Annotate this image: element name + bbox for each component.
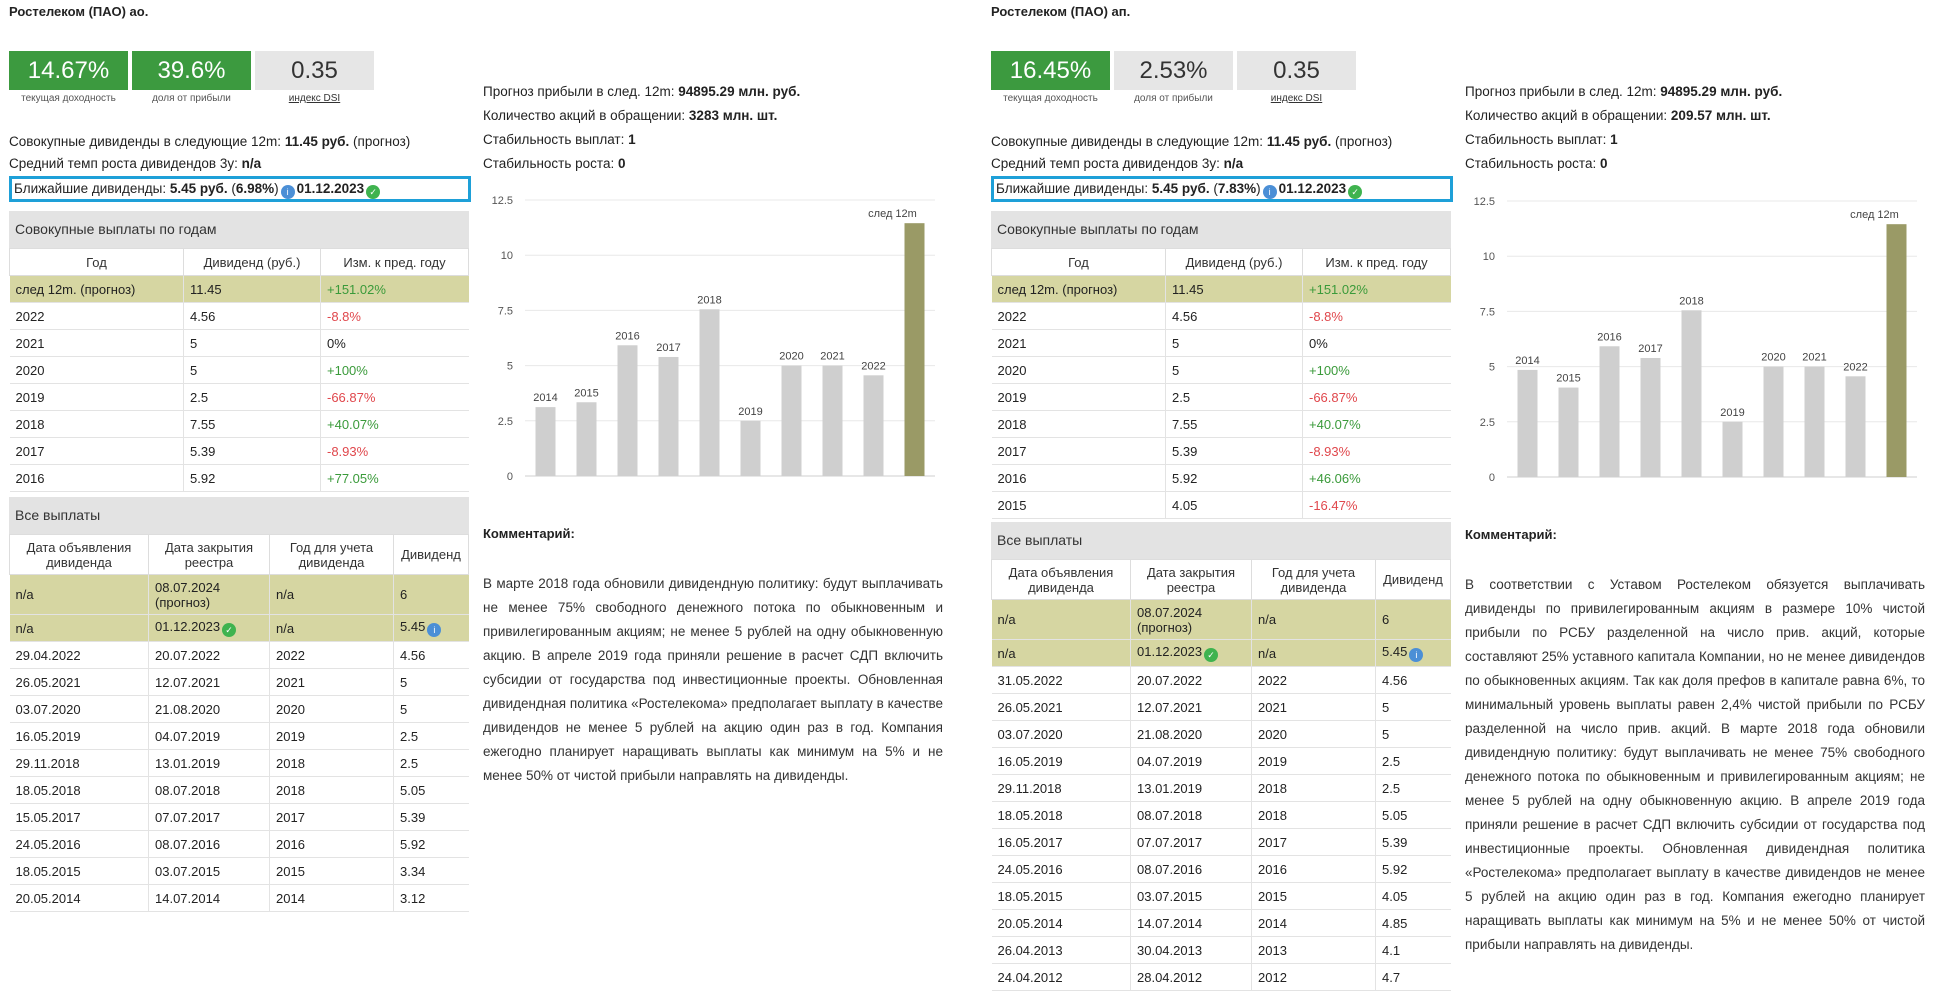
dividend-bar-chart [1465, 193, 1925, 483]
bar-label: 2019 [1720, 406, 1745, 419]
table-row: след 12m. (прогноз) 11.45 +151.02% [10, 276, 469, 303]
all-payments-table: Дата объявления дивиденда Дата закрытия реестра Год для учета дивиденда Дивиденд n/a 08.07.2024 (прогноз) n/a 6 n/a 01.12.2023 ✓ n/a 5.45 i 29.04.2022 20.07.2022 2022 4.56 26.05.2021 12.07.2021 2021 5 03.07.2020 21.08.2020 2020 5 16.05.2019 04.07.2019 2019 2.5 29.11.2018 13.01.2019 2018 2.5 18.05.2018 08.07.2018 2018 5.05 15.05.2017 07.07.2017 2017 5.39 24.05.2016 08.07.2016 2016 5.92 18.05.2015 03.07.2015 2015 3.34 20.05.2014 14.07.2014 2014 3.12 [9, 534, 469, 912]
table-row: 2015 4.05 -16.47% [992, 492, 1451, 519]
table-row: 26.04.2013 30.04.2013 2013 4.1 [992, 937, 1451, 964]
comment-text: В соответствии с Уставом Ростелеком обязуется выплачивать дивиденды по привилегированным акциям в размере 10% чистой прибыли по РСБУ разделенной на число прив. акций, которые составляют 25% уставного капитала Компании, но не менее дивидендов по обыкновенных акциям. Так как доля префов в капитале равна 6%, то минимальный уровень выплаты равен 2,4% чистой прибыли по РСБУ разделенной на число прив. акций. В марте 2018 года обновили дивидендную политику: будут выплачивать не менее 75% свободного денежного потока по обыкновенным и привилегированным акциям; не менее 5 рублей на одну обыкновенную акцию. В апреле 2019 года приняли решение в расчет СДП включить субсидии от государства под инвестиционные проекты. Обновленная дивидендная политика «Ростелекома» предполагает выплату в качестве дивидендов не менее 5 рублей на акцию один раз в год. Компания ежегодно планирует наращивать выплаты как минимум на 5% и не менее 50% от чистой прибыли направлять на дивиденды. [1465, 577, 1925, 952]
payout-stability-line: Стабильность выплат: 1 [1465, 132, 1618, 147]
table-row: 18.05.2018 08.07.2018 2018 5.05 [992, 802, 1451, 829]
table-row: 2019 2.5 -66.87% [10, 384, 469, 411]
shares-count-line: Количество акций в обращении: 3283 млн. шт. [483, 108, 778, 123]
bar[interactable] [1641, 358, 1661, 477]
table-row: 24.04.2012 28.04.2012 2012 4.7 [992, 964, 1451, 991]
bar[interactable] [1846, 376, 1866, 477]
table-row: 26.05.2021 12.07.2021 2021 5 [10, 669, 469, 696]
bar-label: 2017 [1638, 342, 1663, 355]
growth-rate-line: Средний темп роста дивидендов 3y: n/a [9, 156, 262, 171]
dividend-summary [9, 131, 469, 912]
yearly-payments-table: Год Дивиденд (руб.) Изм. к пред. году след 12m. (прогноз) 11.45 +151.02% 2022 4.56 -8.8% 2021 5 0% 2020 5 +100% 2019 2.5 -66.87% 2018 7.55 +40.07% 2017 5.39 -8.93% 2016 5.92 +77.05% [9, 248, 469, 492]
growth-stability-line: Стабильность роста: 0 [1465, 156, 1608, 171]
metric-current-yield [9, 51, 128, 104]
bar[interactable] [618, 345, 638, 476]
bar[interactable] [741, 421, 761, 476]
table-row: 18.05.2015 03.07.2015 2015 4.05 [992, 883, 1451, 910]
table-row: 2017 5.39 -8.93% [10, 438, 469, 465]
y-tick-label: 0 [1488, 472, 1495, 483]
bar-label: 2019 [738, 405, 763, 418]
all-payments-table: Дата объявления дивиденда Дата закрытия реестра Год для учета дивиденда Дивиденд n/a 08.07.2024 (прогноз) n/a 6 n/a 01.12.2023 ✓ n/a 5.45 i 31.05.2022 20.07.2022 2022 4.56 26.05.2021 12.07.2021 2021 5 03.07.2020 21.08.2020 2020 5 16.05.2019 04.07.2019 2019 2.5 29.11.2018 13.01.2019 2018 2.5 18.05.2018 08.07.2018 2018 5.05 16.05.2017 07.07.2017 2017 5.39 24.05.2016 08.07.2016 2016 5.92 18.05.2015 03.07.2015 2015 4.05 20.05.2014 14.07.2014 2014 4.85 26.04.2013 30.04.2013 2013 4.1 24.04.2012 28.04.2012 2012 4.7 [991, 559, 1451, 991]
metric-current-yield [991, 51, 1110, 104]
info-icon[interactable]: i [281, 185, 295, 199]
profit-forecast-line: Прогноз прибыли в след. 12m: 94895.29 млн. руб. [1465, 84, 1783, 99]
table-row: 16.05.2017 07.07.2017 2017 5.39 [992, 829, 1451, 856]
bar[interactable] [659, 357, 679, 476]
payout-stability-line: Стабильность выплат: 1 [483, 132, 636, 147]
table-row: 24.05.2016 08.07.2016 2016 5.92 [10, 831, 469, 858]
metric-label: текущая доходность [21, 93, 116, 104]
total-dividends-line: Совокупные дивиденды в следующие 12m: 11.45 руб. (прогноз) [991, 134, 1393, 149]
table-row: 24.05.2016 08.07.2016 2016 5.92 [992, 856, 1451, 883]
bar-label: 2016 [615, 330, 640, 343]
bar-label: 2018 [697, 294, 722, 307]
nearest-dividend-highlight: Ближайшие дивиденды: 5.45 руб. (6.98%) i 01.12.2023 ✓ [9, 176, 471, 202]
bar-label: 2021 [1802, 351, 1827, 364]
bar-label: 2015 [1556, 372, 1581, 385]
table-row: 2022 4.56 -8.8% [992, 303, 1451, 330]
bar-label: 2021 [820, 350, 845, 363]
bar-label: след 12m [1850, 209, 1899, 222]
metric-value: 0.35 [1237, 51, 1356, 90]
table-row: 18.05.2018 08.07.2018 2018 5.05 [10, 777, 469, 804]
bar[interactable] [1764, 367, 1784, 477]
info-icon[interactable]: i [1409, 648, 1423, 662]
bar[interactable] [1887, 224, 1907, 477]
table-row: 29.04.2022 20.07.2022 2022 4.56 [10, 642, 469, 669]
table-row: 2019 2.5 -66.87% [992, 384, 1451, 411]
metric-dsi [255, 51, 374, 104]
comment-title: Комментарий: [483, 526, 575, 541]
metrics-row [9, 51, 378, 104]
dividend-summary [991, 131, 1451, 991]
table-row: 2016 5.92 +46.06% [992, 465, 1451, 492]
table-row: 2021 5 0% [10, 330, 469, 357]
table-row: n/a 01.12.2023 ✓ n/a 5.45 i [992, 640, 1451, 667]
bar[interactable] [1805, 367, 1825, 477]
table-row: n/a 01.12.2023 ✓ n/a 5.45 i [10, 615, 469, 642]
total-dividends-line: Совокупные дивиденды в следующие 12m: 11.45 руб. (прогноз) [9, 134, 411, 149]
metric-label: доля от прибыли [152, 93, 231, 104]
metric-value: 16.45% [991, 51, 1110, 90]
bar[interactable] [1682, 310, 1702, 477]
bar[interactable] [782, 366, 802, 476]
bar-label: 2018 [1679, 295, 1704, 308]
metric-profit-share [132, 51, 251, 104]
table-row: 2021 5 0% [992, 330, 1451, 357]
y-tick-label: 2.5 [1479, 416, 1495, 429]
bar-label: 2020 [1761, 351, 1786, 364]
bar[interactable] [823, 366, 843, 476]
company-title: Ростелеком (ПАО) ап. [991, 4, 1131, 19]
y-tick-label: 5 [506, 360, 513, 373]
table-row: 26.05.2021 12.07.2021 2021 5 [992, 694, 1451, 721]
dividend-chart [483, 192, 943, 482]
metric-value: 14.67% [9, 51, 128, 90]
table-row: 2017 5.39 -8.93% [992, 438, 1451, 465]
y-tick-label: 7.5 [1479, 306, 1495, 319]
metric-value: 2.53% [1114, 51, 1233, 90]
table-row: 16.05.2019 04.07.2019 2019 2.5 [10, 723, 469, 750]
table-row: 20.05.2014 14.07.2014 2014 4.85 [992, 910, 1451, 937]
bar[interactable] [577, 402, 597, 476]
y-tick-label: 12.5 [491, 195, 513, 207]
comment-text: В марте 2018 года обновили дивидендную политику: будут выплачивать не менее 75% свободного денежного потока по обыкновенным и привилегированным акциям; не менее 5 рублей на одну обыкновенную акцию. В апреле 2019 года приняли решение в расчет СДП включить субсидии от государства под инвестиционные проекты. Обновленная дивидендная политика «Ростелекома» предполагает выплату в качестве дивидендов не менее 5 рублей на акцию один раз в год. Компания ежегодно планирует наращивать выплаты как минимум на 5% и не менее 50% от чистой прибыли направлять на дивиденды. [483, 576, 943, 783]
bar-label: 2020 [779, 350, 804, 363]
dsi-link[interactable]: индекс DSI [1270, 93, 1323, 104]
info-icon[interactable]: i [427, 623, 441, 637]
profit-forecast-line: Прогноз прибыли в след. 12m: 94895.29 млн. руб. [483, 84, 801, 99]
bar-label: 2014 [1515, 354, 1540, 367]
bar-label: 2016 [1597, 331, 1622, 344]
yearly-payments-table: Год Дивиденд (руб.) Изм. к пред. году след 12m. (прогноз) 11.45 +151.02% 2022 4.56 -8.8% 2021 5 0% 2020 5 +100% 2019 2.5 -66.87% 2018 7.55 +40.07% 2017 5.39 -8.93% 2016 5.92 +46.06% 2015 4.05 -16.47% [991, 248, 1451, 519]
bar[interactable] [905, 223, 925, 476]
bar-label: 2022 [861, 360, 886, 373]
bar[interactable] [1600, 346, 1620, 477]
check-icon: ✓ [1348, 185, 1362, 199]
stock-info [1465, 80, 1925, 176]
metric-profit-share [1114, 51, 1233, 104]
bar[interactable] [1518, 370, 1538, 477]
metrics-row [991, 51, 1360, 104]
all-payments-header: Все выплаты [991, 522, 1451, 559]
table-row: 2022 4.56 -8.8% [10, 303, 469, 330]
stock-info [483, 80, 943, 176]
y-tick-label: 2.5 [497, 415, 513, 428]
table-row: 15.05.2017 07.07.2017 2017 5.39 [10, 804, 469, 831]
table-row: 2018 7.55 +40.07% [10, 411, 469, 438]
dividend-chart [1465, 193, 1925, 483]
shares-count-line: Количество акций в обращении: 209.57 млн. шт. [1465, 108, 1771, 123]
stock-panel-preferred [991, 0, 1935, 985]
yearly-payments-header: Совокупные выплаты по годам [9, 211, 469, 248]
table-row: 2020 5 +100% [10, 357, 469, 384]
table-row: 18.05.2015 03.07.2015 2015 3.34 [10, 858, 469, 885]
bar[interactable] [864, 375, 884, 476]
table-row: 03.07.2020 21.08.2020 2020 5 [992, 721, 1451, 748]
bar-label: след 12m [868, 208, 917, 221]
table-row: n/a 08.07.2024 (прогноз) n/a 6 [992, 600, 1451, 640]
y-tick-label: 0 [506, 471, 513, 482]
growth-rate-line: Средний темп роста дивидендов 3y: n/a [991, 156, 1244, 171]
company-title: Ростелеком (ПАО) ао. [9, 4, 149, 19]
metric-dsi [1237, 51, 1356, 104]
metric-label: текущая доходность [1003, 93, 1098, 104]
y-tick-label: 12.5 [1473, 196, 1495, 208]
stock-panel-common [9, 0, 959, 906]
yearly-payments-header: Совокупные выплаты по годам [991, 211, 1451, 248]
bar[interactable] [1559, 388, 1579, 477]
metric-value: 0.35 [255, 51, 374, 90]
bar-label: 2015 [574, 387, 599, 400]
dividend-bar-chart [483, 192, 943, 482]
all-payments-header: Все выплаты [9, 497, 469, 534]
table-row: 2020 5 +100% [992, 357, 1451, 384]
info-icon[interactable]: i [1263, 185, 1277, 199]
table-row: след 12m. (прогноз) 11.45 +151.02% [992, 276, 1451, 303]
bar[interactable] [700, 309, 720, 476]
check-icon: ✓ [222, 623, 236, 637]
metric-label: доля от прибыли [1134, 93, 1213, 104]
bar-label: 2017 [656, 341, 681, 354]
check-icon: ✓ [366, 185, 380, 199]
bar[interactable] [536, 407, 556, 476]
table-row: n/a 08.07.2024 (прогноз) n/a 6 [10, 575, 469, 615]
table-row: 31.05.2022 20.07.2022 2022 4.56 [992, 667, 1451, 694]
comment-title: Комментарий: [1465, 527, 1557, 542]
y-tick-label: 10 [500, 250, 513, 263]
bar-label: 2022 [1843, 361, 1868, 374]
table-row: 16.05.2019 04.07.2019 2019 2.5 [992, 748, 1451, 775]
y-tick-label: 5 [1488, 361, 1495, 374]
table-row: 29.11.2018 13.01.2019 2018 2.5 [992, 775, 1451, 802]
bar[interactable] [1723, 422, 1743, 477]
table-row: 2018 7.55 +40.07% [992, 411, 1451, 438]
table-row: 2016 5.92 +77.05% [10, 465, 469, 492]
dsi-link[interactable]: индекс DSI [288, 93, 341, 104]
table-row: 29.11.2018 13.01.2019 2018 2.5 [10, 750, 469, 777]
check-icon: ✓ [1204, 648, 1218, 662]
bar-label: 2014 [533, 392, 558, 405]
metric-value: 39.6% [132, 51, 251, 90]
nearest-dividend-highlight: Ближайшие дивиденды: 5.45 руб. (7.83%) i 01.12.2023 ✓ [991, 176, 1453, 202]
growth-stability-line: Стабильность роста: 0 [483, 156, 626, 171]
y-tick-label: 7.5 [497, 305, 513, 318]
table-row: 20.05.2014 14.07.2014 2014 3.12 [10, 885, 469, 912]
y-tick-label: 10 [1482, 251, 1495, 264]
table-row: 03.07.2020 21.08.2020 2020 5 [10, 696, 469, 723]
